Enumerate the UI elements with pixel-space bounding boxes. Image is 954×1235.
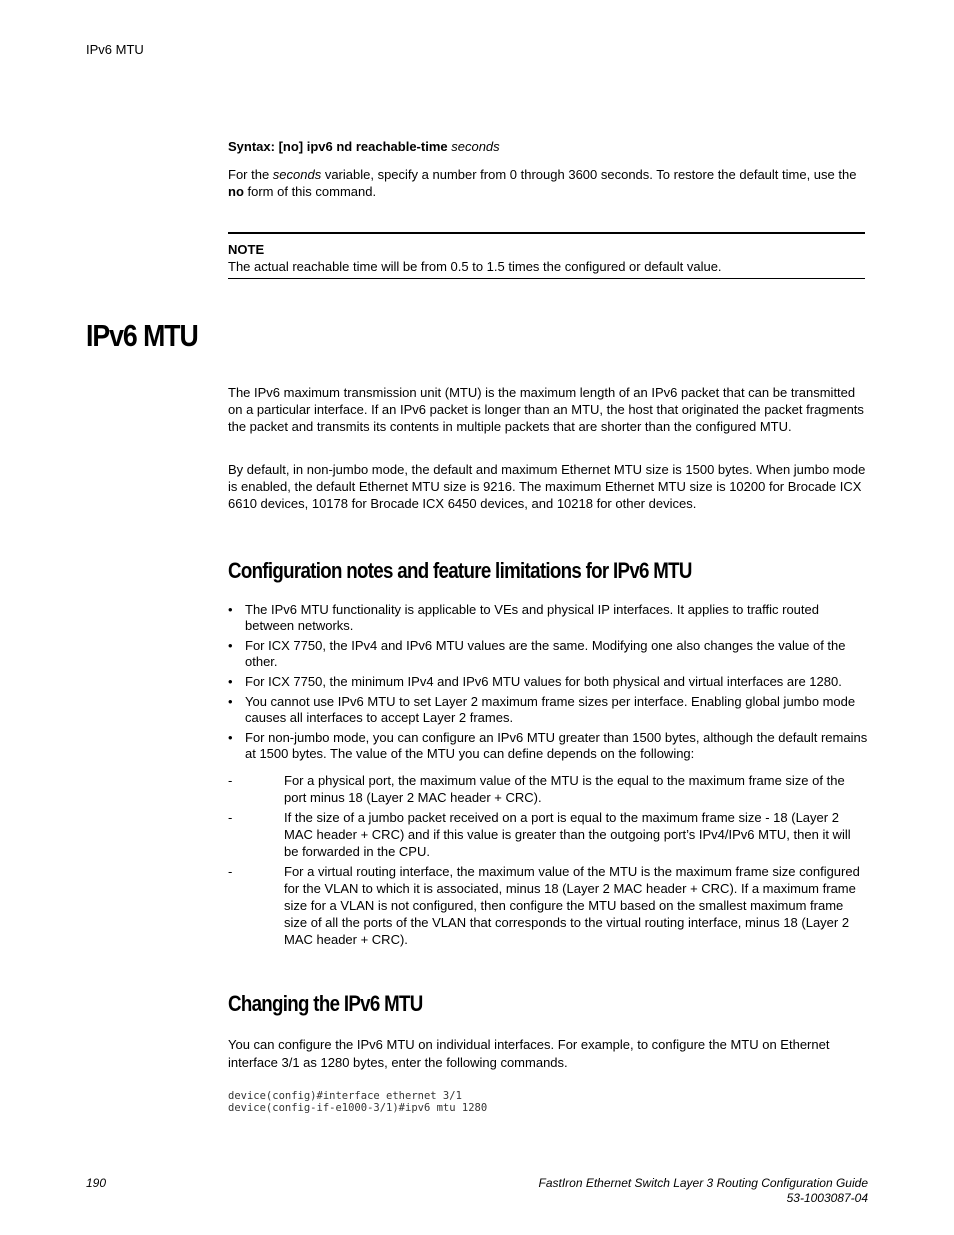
dash-marker: -: [228, 810, 233, 825]
note-title: NOTE: [228, 242, 265, 257]
running-header: IPv6 MTU: [86, 42, 144, 57]
syntax-variable: seconds: [451, 139, 500, 154]
intro-paragraph: The IPv6 maximum transmission unit (MTU) is the maximum length of an IPv6 packet that can be transmitted on a particular interface. If an IPv6 packet is longer than an MTU, the host that originated the packet fragments the packet and transmits its contents in multiple packets that are shorter than the configured MTU.: [228, 385, 864, 434]
sub-item: [228, 772, 868, 806]
dash-marker: -: [228, 773, 233, 788]
bullet-text: For ICX 7750, the IPv4 and IPv6 MTU values are the same. Modifying one also changes the value of the other.: [245, 638, 846, 669]
sub-item-text: If the size of a jumbo packet received on a port is equal to the maximum frame size - 18 (Layer 2 MAC header + CRC) and if this value is greater than the outgoing port’s IPv4/IPv6 MTU, then it will be forwarded in the CPU.: [284, 810, 851, 859]
syntax-command: Syntax: [no] ipv6 nd reachable-time: [228, 139, 448, 154]
section-heading: IPv6 MTU: [86, 318, 198, 353]
code-line: device(config)#interface ethernet 3/1: [228, 1090, 462, 1102]
sub-item: [228, 863, 868, 948]
variable-name: seconds: [272, 167, 322, 182]
bullet-text: You cannot use IPv6 MTU to set Layer 2 maximum frame sizes per interface. Enabling global jumbo mode causes all interfaces to accept Layer 2 frames.: [245, 694, 856, 725]
dash-marker: -: [228, 864, 233, 879]
note-text: The actual reachable time will be from 0.5 to 1.5 times the configured or default value.: [228, 259, 722, 274]
code-block: [228, 1090, 487, 1114]
doc-number: 53-1003087-04: [786, 1191, 868, 1205]
note-box: [228, 232, 865, 279]
config-notes-list: [228, 602, 868, 951]
bullet-text: The IPv6 MTU functionality is applicable to VEs and physical IP interfaces. It applies to traffic routed between networks.: [245, 602, 819, 633]
footer-doc-info: [538, 1176, 868, 1206]
bullet-item: [228, 694, 868, 726]
doc-title: FastIron Ethernet Switch Layer 3 Routing Configuration Guide: [538, 1176, 868, 1190]
syntax-description: [228, 166, 868, 200]
sub-item: [228, 809, 868, 860]
text-run: variable, specify a number from 0 through 3600 seconds. To restore the default time, use the: [321, 167, 857, 182]
bullet-item: [228, 638, 868, 670]
bullet-item: [228, 602, 868, 634]
page-number: 190: [86, 1176, 107, 1190]
bullet-marker: •: [228, 638, 233, 653]
sub-item-text: For a virtual routing interface, the maximum value of the MTU is the maximum frame size configured for the VLAN to which it is associated, minus 18 (Layer 2 MAC header + CRC). If a maximum frame size for a VLAN is not configured, then configure the MTU based on the smallest maximum frame size of all the ports of the VLAN that corresponds to the virtual routing interface, minus 18 (Layer 2 MAC header + CRC).: [284, 864, 860, 947]
bullet-marker: •: [228, 730, 233, 745]
code-line: device(config-if-e1000-3/1)#ipv6 mtu 1280: [228, 1102, 488, 1114]
changing-mtu-paragraph: You can configure the IPv6 MTU on individual interfaces. For example, to configure the MTU on Ethernet interface 3/1 as 1280 bytes, enter the following commands.: [228, 1037, 830, 1070]
changing-mtu-heading: Changing the IPv6 MTU: [228, 991, 423, 1016]
bullet-marker: •: [228, 674, 233, 689]
bullet-marker: •: [228, 694, 233, 709]
bullet-item: [228, 674, 868, 690]
text-run: form of this command.: [243, 184, 377, 199]
sub-item-text: For a physical port, the maximum value of the MTU is the equal to the maximum frame size of the port minus 18 (Layer 2 MAC header + CRC).: [284, 773, 845, 805]
text-run: For the: [228, 167, 273, 182]
config-notes-heading: Configuration notes and feature limitations for IPv6 MTU: [228, 558, 692, 583]
bullet-text: For non-jumbo mode, you can configure an IPv6 MTU greater than 1500 bytes, although the default remains at 1500 bytes. The value of the MTU you can define depends on the following:: [245, 730, 868, 761]
keyword: no: [228, 184, 244, 199]
bullet-marker: •: [228, 602, 233, 617]
default-mtu-paragraph: By default, in non-jumbo mode, the default and maximum Ethernet MTU size is 1500 bytes. When jumbo mode is enabled, the default Ethernet MTU size is 9216. The maximum Ethernet MTU size is 10200 for Brocade ICX 6610 devices, 10178 for Brocade ICX 6450 devices, and 10218 for other devices.: [228, 462, 866, 511]
syntax-line: [228, 139, 500, 154]
bullet-text: For ICX 7750, the minimum IPv4 and IPv6 MTU values for both physical and virtual interfaces are 1280.: [245, 674, 842, 689]
bullet-item: [228, 730, 868, 762]
